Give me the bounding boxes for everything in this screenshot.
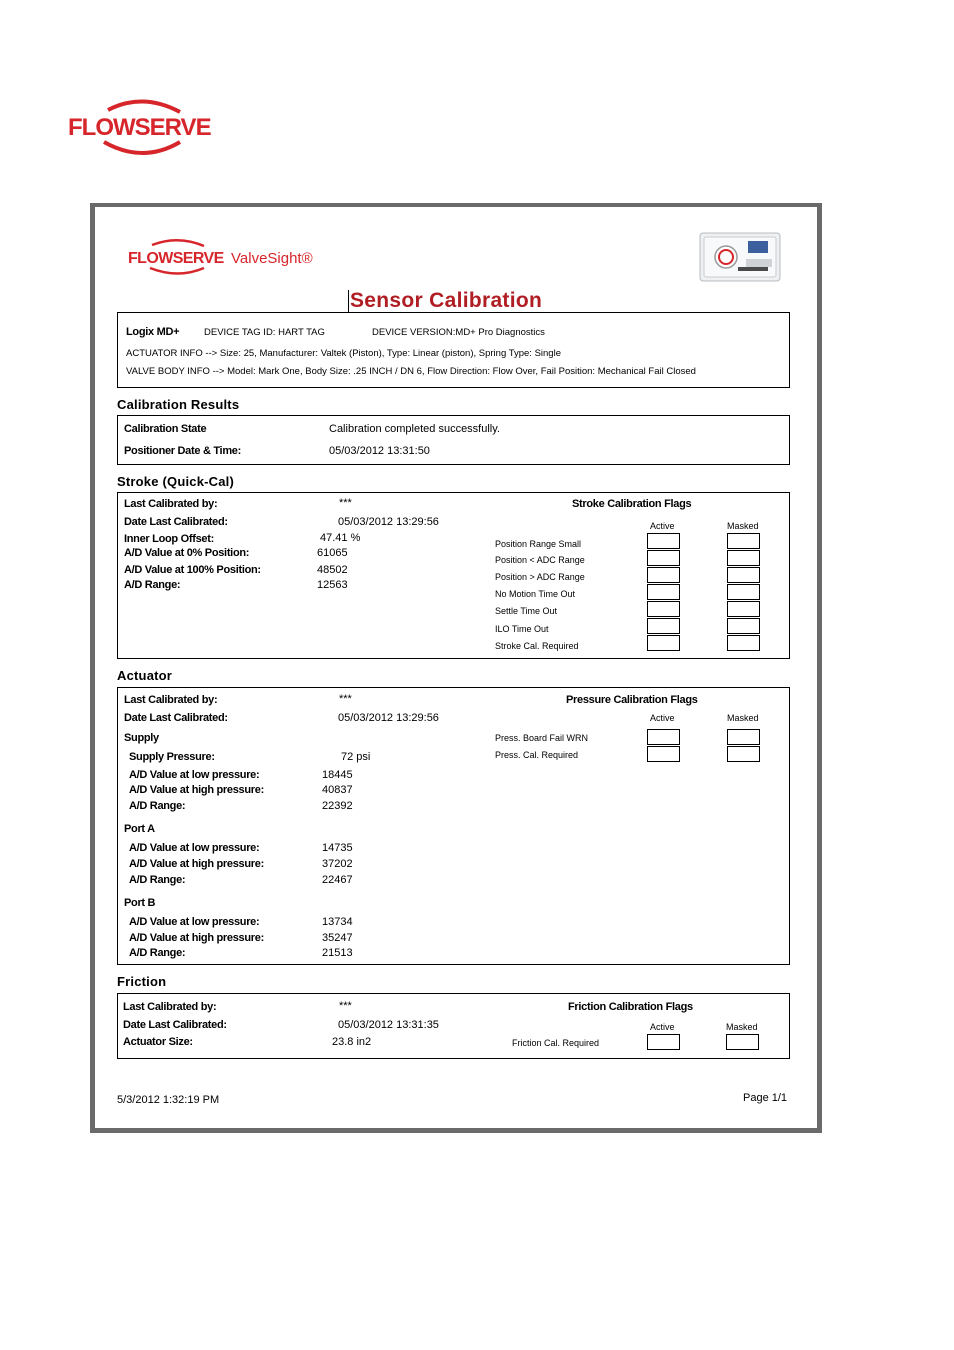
stroke-masked-checkbox[interactable] (727, 584, 760, 600)
device-model: Logix MD+ (126, 326, 180, 338)
device-version: DEVICE VERSION:MD+ Pro Diagnostics (372, 327, 545, 338)
friction-heading: Friction (117, 974, 167, 989)
port-b-range-label: A/D Range: (129, 947, 186, 959)
flag-label: Position > ADC Range (495, 572, 585, 582)
stroke-box (117, 492, 790, 659)
flag-label: Settle Time Out (495, 606, 558, 616)
footer-timestamp: 5/3/2012 1:32:19 PM (117, 1094, 220, 1106)
stroke-masked-checkbox[interactable] (727, 601, 760, 617)
pressure-masked-checkbox[interactable] (727, 746, 760, 762)
report-title: Sensor Calibration (350, 289, 543, 312)
report-page (90, 203, 822, 1133)
flag-label: ILO Time Out (495, 624, 549, 634)
port-a-high-label: A/D Value at high pressure: (129, 858, 264, 870)
actuator-box (117, 687, 790, 965)
stroke-masked-header: Masked (727, 521, 759, 531)
stroke-range-value: 12563 (317, 579, 348, 591)
supply-pressure-value: 72 psi (341, 751, 371, 763)
friction-active-checkbox[interactable] (647, 1034, 680, 1050)
actuator-info: ACTUATOR INFO --> Size: 25, Manufacturer: Valtek (Piston), Type: Linear (piston), Spring Type: Single (126, 348, 561, 359)
supply-high-label: A/D Value at high pressure: (129, 784, 264, 796)
port-b-range-value: 21513 (322, 947, 353, 959)
port-b-high-label: A/D Value at high pressure: (129, 932, 264, 944)
port-a-range-value: 22467 (322, 874, 353, 886)
device-tag: DEVICE TAG ID: HART TAG (204, 327, 325, 338)
stroke-masked-checkbox[interactable] (727, 533, 760, 549)
positioner-datetime-value: 05/03/2012 13:31:50 (329, 445, 430, 457)
port-a-high-value: 37202 (322, 858, 353, 870)
supply-high-value: 40837 (322, 784, 353, 796)
flag-label: Position < ADC Range (495, 555, 585, 565)
flag-label: No Motion Time Out (495, 589, 576, 599)
friction-last-by-value: *** (339, 1000, 352, 1012)
supply-range-label: A/D Range: (129, 800, 186, 812)
actuator-size-value: 23.8 in2 (332, 1036, 372, 1048)
friction-date-value: 05/03/2012 13:31:35 (338, 1019, 439, 1031)
friction-masked-header: Masked (726, 1022, 758, 1032)
pressure-flags-title: Pressure Calibration Flags (566, 694, 698, 706)
stroke-active-header: Active (650, 521, 675, 531)
pressure-masked-checkbox[interactable] (727, 729, 760, 745)
stroke-active-checkbox[interactable] (647, 584, 680, 600)
valve-body-info: VALVE BODY INFO --> Model: Mark One, Body Size: .25 INCH / DN 6, Flow Direction: Flow Over, Fail Position: Mechanical Fail Closed (126, 366, 696, 377)
positioner-icon (698, 231, 782, 283)
stroke-active-checkbox[interactable] (647, 635, 680, 651)
pressure-active-checkbox[interactable] (647, 729, 680, 745)
stroke-date-value: 05/03/2012 13:29:56 (338, 516, 439, 528)
device-info-box (117, 312, 790, 388)
flag-label: Press. Cal. Required (495, 750, 579, 760)
flag-label: Stroke Cal. Required (495, 641, 579, 651)
svg-text:FLOWSERVE: FLOWSERVE (128, 250, 224, 267)
calibration-state-label: Calibration State (124, 423, 207, 435)
valvesight-logo-icon (128, 237, 338, 277)
stroke-range-label: A/D Range: (124, 579, 181, 591)
stroke-flags-title: Stroke Calibration Flags (572, 498, 692, 510)
positioner-device-image (698, 231, 782, 283)
valvesight-logo (128, 237, 338, 277)
flag-label: Press. Board Fail WRN (495, 733, 589, 743)
stroke-last-by-value: *** (339, 497, 352, 509)
friction-flags-title: Friction Calibration Flags (568, 1001, 693, 1013)
friction-box (117, 993, 790, 1059)
supply-range-value: 22392 (322, 800, 353, 812)
ad-hundred-label: A/D Value at 100% Position: (124, 564, 261, 576)
friction-active-header: Active (650, 1022, 675, 1032)
stroke-last-by-label: Last Calibrated by: (124, 498, 218, 510)
port-a-low-value: 14735 (322, 842, 353, 854)
actuator-last-by-label: Last Calibrated by: (124, 694, 218, 706)
stroke-active-checkbox[interactable] (647, 618, 680, 634)
stroke-date-label: Date Last Calibrated: (124, 516, 228, 528)
flowserve-logo (68, 98, 218, 158)
friction-masked-checkbox[interactable] (726, 1034, 759, 1050)
stroke-masked-checkbox[interactable] (727, 635, 760, 651)
stroke-masked-checkbox[interactable] (727, 567, 760, 583)
port-b-high-value: 35247 (322, 932, 353, 944)
port-a-range-label: A/D Range: (129, 874, 186, 886)
actuator-size-label: Actuator Size: (123, 1036, 193, 1048)
stroke-masked-checkbox[interactable] (727, 550, 760, 566)
stroke-active-checkbox[interactable] (647, 550, 680, 566)
supply-low-label: A/D Value at low pressure: (129, 769, 260, 781)
ad-zero-value: 61065 (317, 547, 348, 559)
ad-hundred-value: 48502 (317, 564, 348, 576)
stroke-heading: Stroke (Quick-Cal) (117, 474, 235, 489)
flag-label: Position Range Small (495, 539, 582, 549)
pressure-active-header: Active (650, 713, 675, 723)
actuator-date-value: 05/03/2012 13:29:56 (338, 712, 439, 724)
pressure-active-checkbox[interactable] (647, 746, 680, 762)
calibration-state-value: Calibration completed successfully. (329, 423, 500, 435)
friction-date-label: Date Last Calibrated: (123, 1019, 227, 1031)
port-a-heading: Port A (124, 823, 155, 835)
stroke-active-checkbox[interactable] (647, 533, 680, 549)
inner-loop-offset-label: Inner Loop Offset: (124, 533, 214, 545)
actuator-last-by-value: *** (339, 693, 352, 705)
actuator-date-label: Date Last Calibrated: (124, 712, 228, 724)
stroke-active-checkbox[interactable] (647, 567, 680, 583)
port-b-low-label: A/D Value at low pressure: (129, 916, 260, 928)
supply-heading: Supply (124, 732, 159, 744)
stroke-active-checkbox[interactable] (647, 601, 680, 617)
port-a-low-label: A/D Value at low pressure: (129, 842, 260, 854)
port-b-low-value: 13734 (322, 916, 353, 928)
calibration-results-heading: Calibration Results (117, 397, 240, 412)
stroke-masked-checkbox[interactable] (727, 618, 760, 634)
supply-low-value: 18445 (322, 769, 353, 781)
calibration-results-box (117, 415, 790, 465)
supply-pressure-label: Supply Pressure: (129, 751, 215, 763)
pressure-masked-header: Masked (727, 713, 759, 723)
footer-page-number: Page 1/1 (743, 1092, 788, 1104)
svg-text:ValveSight®: ValveSight® (231, 250, 313, 267)
flag-label: Friction Cal. Required (512, 1038, 600, 1048)
actuator-heading: Actuator (117, 668, 173, 683)
ad-zero-label: A/D Value at 0% Position: (124, 547, 250, 559)
inner-loop-offset-value: 47.41 % (320, 532, 361, 544)
flowserve-swoosh-icon (68, 98, 218, 158)
text-cursor (348, 290, 349, 312)
port-b-heading: Port B (124, 897, 156, 909)
positioner-datetime-label: Positioner Date & Time: (124, 445, 241, 457)
friction-last-by-label: Last Calibrated by: (123, 1001, 217, 1013)
flowserve-logo-text: FLOWSERVE (68, 114, 211, 141)
